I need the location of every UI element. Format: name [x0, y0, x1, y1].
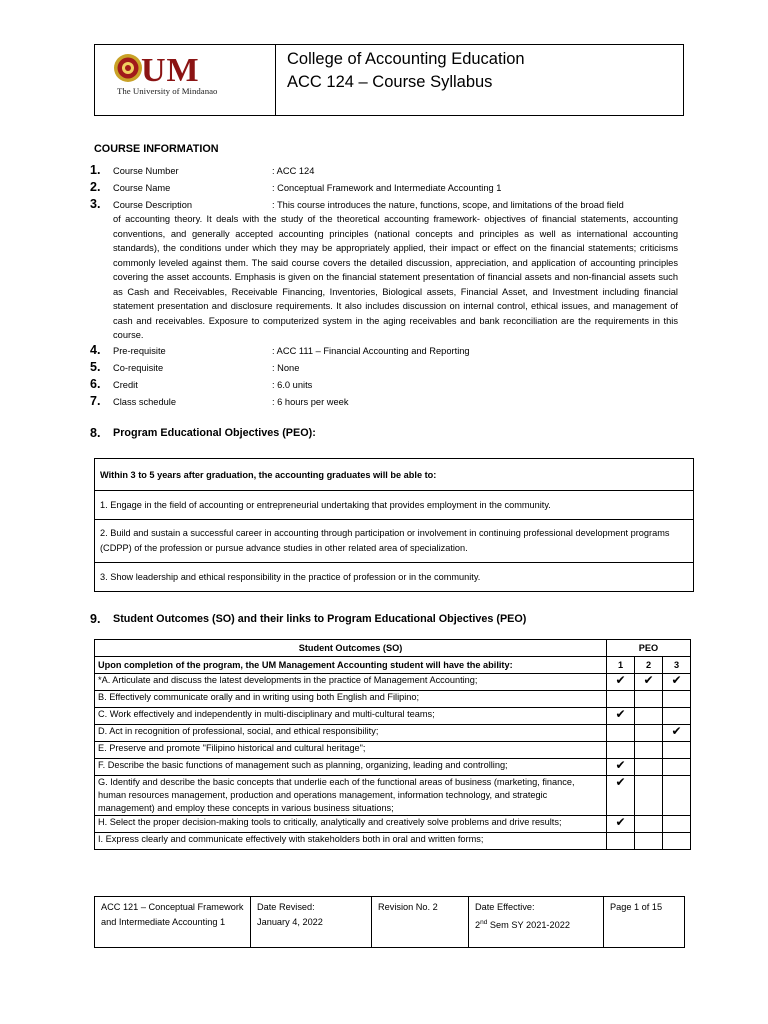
course-info-heading: COURSE INFORMATION [94, 143, 219, 155]
peo-col-3: 3 [663, 657, 691, 674]
peo-3-cell [663, 833, 691, 850]
peo-table [94, 458, 694, 592]
checkmark-icon: ✔ [615, 707, 626, 721]
peo-2-cell [635, 816, 663, 833]
peo-row: 1. Engage in the field of accounting or entrepreneurial undertaking that provides employment in the community. [95, 491, 694, 520]
item-number: 4. [90, 343, 101, 357]
peo-1-cell [607, 776, 635, 816]
so-row [95, 816, 691, 833]
checkmark-icon: ✔ [643, 673, 654, 687]
peo-3-cell [663, 759, 691, 776]
item-number: 1. [90, 163, 101, 177]
peo-1-cell [607, 833, 635, 850]
peo-1-cell [607, 742, 635, 759]
item-number: 6. [90, 377, 101, 391]
so-intro: Upon completion of the program, the UM Management Accounting student will have the ability: [95, 657, 607, 674]
peo-2-cell [635, 708, 663, 725]
item-label: Course Description [113, 200, 193, 210]
so-row-text: D. Act in recognition of professional, social, and ethical responsibility; [95, 725, 607, 742]
so-table [94, 639, 691, 850]
footer-date-effective [469, 897, 604, 948]
date-effective-value [475, 915, 597, 933]
peo-2-cell [635, 776, 663, 816]
logo-subtext: The University of Mindanao [117, 86, 218, 96]
item-value: : 6 hours per week [272, 397, 349, 407]
item-value: : ACC 111 – Financial Accounting and Reporting [272, 346, 470, 356]
footer-revision: Revision No. 2 [372, 897, 469, 948]
peo-table-header: Within 3 to 5 years after graduation, the accounting graduates will be able to: [95, 459, 694, 491]
section-number: 9. [90, 612, 101, 626]
peo-2-cell [635, 725, 663, 742]
so-row-text: *A. Articulate and discuss the latest developments in the practice of Management Accounting; [95, 674, 607, 691]
item-value: : 6.0 units [272, 380, 313, 390]
item-label: Credit [113, 380, 138, 390]
so-row [95, 742, 691, 759]
item-number: 3. [90, 197, 101, 211]
item-label: Course Name [113, 183, 171, 193]
item-value: : Conceptual Framework and Intermediate Accounting 1 [272, 183, 502, 193]
peo-col-2: 2 [635, 657, 663, 674]
peo-3-cell [663, 725, 691, 742]
peo-col-1: 1 [607, 657, 635, 674]
peo-2-cell [635, 742, 663, 759]
item-value: : ACC 124 [272, 166, 315, 176]
section-number: 8. [90, 426, 101, 440]
peo-row: 2. Build and sustain a successful career in accounting through participation or involvement in continuing professional development programs (CDPP) of the profession or pursue advance studies in other related area of specialization. [95, 520, 694, 563]
so-row [95, 776, 691, 816]
syllabus-title: ACC 124 – Course Syllabus [287, 73, 493, 91]
so-row-text: G. Identify and describe the basic concepts that underlie each of the functional areas of business (marketing, finance, human resources management, production and operations management, information technology, and strategic management) and employ these concepts in various business situations; [95, 776, 607, 816]
date-revised-value: January 4, 2022 [257, 917, 323, 927]
peo-heading: Program Educational Objectives (PEO): [113, 427, 316, 439]
peo-1-cell [607, 759, 635, 776]
peo-1-cell [607, 816, 635, 833]
peo-3-cell [663, 816, 691, 833]
item-value: : This course introduces the nature, functions, scope, and limitations of the broad field [272, 200, 624, 210]
college-title: College of Accounting Education [287, 50, 525, 68]
footer-page: Page 1 of 15 [604, 897, 685, 948]
peo-1-cell [607, 708, 635, 725]
item-number: 7. [90, 394, 101, 408]
peo-1-cell [607, 674, 635, 691]
peo-2-cell [635, 691, 663, 708]
so-row-text: C. Work effectively and independently in multi-disciplinary and multi-cultural teams; [95, 708, 607, 725]
item-label: Co-requisite [113, 363, 164, 373]
checkmark-icon: ✔ [615, 758, 626, 772]
item-label: Pre-requisite [113, 346, 166, 356]
course-description: of accounting theory. It deals with the study of the theoretical accounting framework- objectives of financial statements, accounting conventions, and generally accepted accounting principles (national concepts and principles as well as international accounting standards), the conditions under which they may be appropriately applied, their impact or effect on the financial statements; criticisms commonly leveled against them. The said course covers the detailed discussion, appreciation, and application of accounting principles covering the asset accounts. Emphasis is given on the financial statement presentation of financial assets and non-financial assets such as Cash and Receivables, Receivable Financing, Inventories, Biological assets, Financial Asset, and Investment including financial statement presentation and disclosure requirements. It also includes discussion on internal control, ethical issues, and management of cash and receivables. Exposure to computerized system in the aging receivables and bank reconciliation are the requirements in this course. [113, 214, 678, 340]
sem-suffix: nd [480, 919, 488, 926]
so-row-text: B. Effectively communicate orally and in writing using both English and Filipino; [95, 691, 607, 708]
peo-3-cell [663, 674, 691, 691]
so-row-text: H. Select the proper decision-making tools to critically, analytically and creatively solve problems and drive results; [95, 816, 607, 833]
checkmark-icon: ✔ [615, 775, 626, 789]
so-row [95, 759, 691, 776]
header-box [94, 44, 684, 116]
item-number: 5. [90, 360, 101, 374]
footer-date-revised [251, 897, 372, 948]
so-row [95, 691, 691, 708]
sem-rest: Sem SY 2021-2022 [487, 920, 570, 931]
logo-text: UM [141, 52, 200, 89]
peo-column-header: PEO [607, 640, 691, 657]
so-rows [95, 674, 691, 850]
footer-course: ACC 121 – Conceptual Framework and Intermediate Accounting 1 [95, 897, 251, 948]
so-row [95, 725, 691, 742]
so-row [95, 674, 691, 691]
so-column-header: Student Outcomes (SO) [95, 640, 607, 657]
peo-1-cell [607, 725, 635, 742]
sem-number: 2 [475, 920, 481, 931]
so-row-text: E. Preserve and promote "Filipino historical and cultural heritage"; [95, 742, 607, 759]
item-label: Class schedule [113, 397, 177, 407]
seal-icon [113, 53, 143, 83]
peo-3-cell [663, 742, 691, 759]
checkmark-icon: ✔ [615, 815, 626, 829]
peo-2-cell [635, 674, 663, 691]
date-effective-label: Date Effective: [475, 902, 535, 912]
item-value: : None [272, 363, 300, 373]
date-revised-label: Date Revised: [257, 902, 315, 912]
peo-2-cell [635, 759, 663, 776]
peo-3-cell [663, 691, 691, 708]
peo-3-cell [663, 708, 691, 725]
checkmark-icon: ✔ [615, 673, 626, 687]
so-row [95, 833, 691, 850]
checkmark-icon: ✔ [671, 673, 682, 687]
so-row [95, 708, 691, 725]
so-row-text: I. Express clearly and communicate effectively with stakeholders both in oral and written forms; [95, 833, 607, 850]
item-label: Course Number [113, 166, 179, 176]
university-logo [95, 45, 276, 115]
peo-2-cell [635, 833, 663, 850]
peo-1-cell [607, 691, 635, 708]
so-heading: Student Outcomes (SO) and their links to Program Educational Objectives (PEO) [113, 613, 527, 625]
so-row-text: F. Describe the basic functions of management such as planning, organizing, leading and controlling; [95, 759, 607, 776]
peo-3-cell [663, 776, 691, 816]
peo-row: 3. Show leadership and ethical responsibility in the practice of profession or in the community. [95, 563, 694, 592]
footer-table [94, 896, 685, 948]
checkmark-icon: ✔ [671, 724, 682, 738]
item-number: 2. [90, 180, 101, 194]
